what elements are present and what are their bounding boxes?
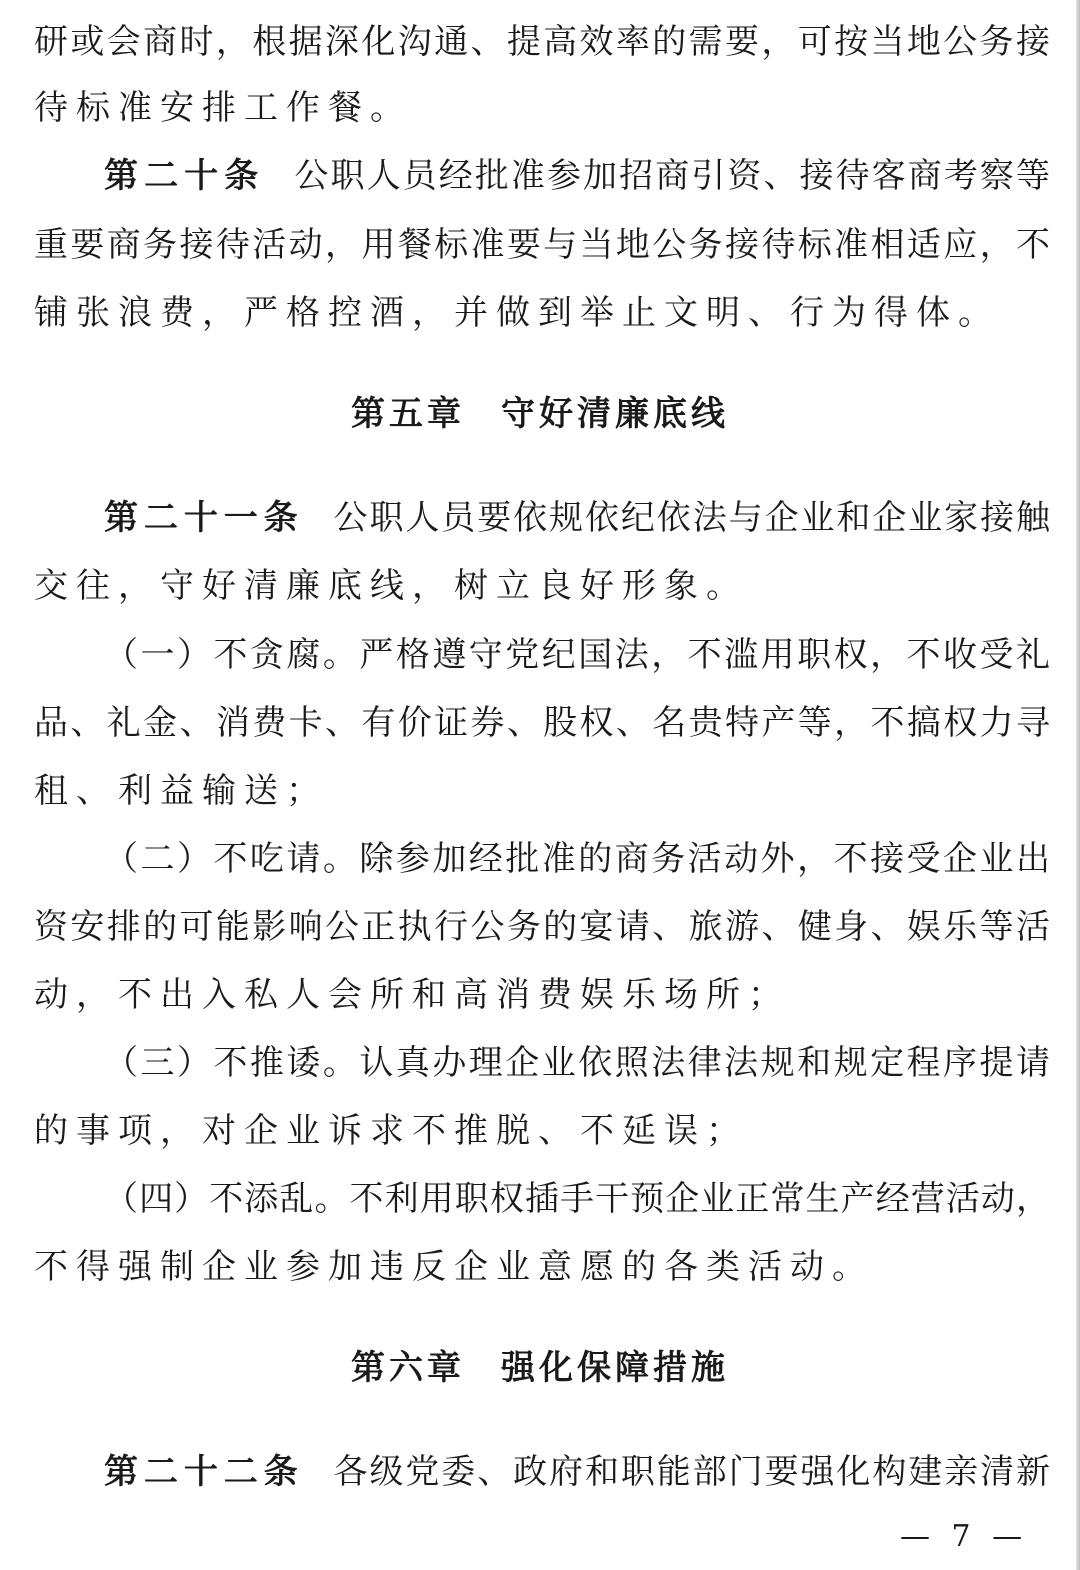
item-2-line-2: 资安排的可能影响公正执行公务的宴请、旅游、健身、娱乐等活 — [34, 907, 1050, 947]
chapter-6-number: 第六章 — [351, 1348, 465, 1388]
article-20-first-line — [34, 156, 1051, 196]
item-4-line-2: 不得强制企业参加违反企业意愿的各类活动。 — [34, 1247, 874, 1287]
chapter-6-title: 强化保障措施 — [501, 1348, 729, 1388]
article-22-title: 第二十二条 — [104, 1452, 304, 1492]
chapter-5-title: 守好清廉底线 — [501, 394, 729, 434]
article-21-text-1: 公职人员要依规依纪依法与企业和企业家接触 — [331, 498, 1051, 538]
article-20-title: 第二十条 — [104, 156, 265, 196]
item-1-line-1: （一）不贪腐。严格遵守党纪国法，不滥用职权，不收受礼 — [104, 635, 1050, 675]
item-2-line-3: 动，不出入私人会所和高消费娱乐场所； — [34, 975, 790, 1015]
article-21-text-2: 交往，守好清廉底线，树立良好形象。 — [34, 566, 748, 606]
article-21-title: 第二十一条 — [104, 498, 304, 538]
item-3-line-1: （三）不推诿。认真办理企业依照法律法规和规定程序提请 — [104, 1043, 1050, 1083]
chapter-5-number: 第五章 — [351, 394, 465, 434]
article-21-first-line — [34, 498, 1051, 538]
page-number: — 7 — — [900, 1519, 1029, 1554]
item-1-line-3: 租、利益输送； — [34, 771, 328, 811]
item-1-line-2: 品、礼金、消费卡、有价证券、股权、名贵特产等，不搞权力寻 — [34, 703, 1050, 743]
page-edge-shadow — [1076, 0, 1080, 1570]
article-22-text-1: 各级党委、政府和职能部门要强化构建亲清新 — [331, 1452, 1051, 1492]
chapter-5-heading — [0, 394, 1080, 434]
article-20-text-1: 公职人员经批准参加招商引资、接待客商考察等 — [292, 156, 1051, 196]
article-22-first-line — [34, 1452, 1051, 1492]
item-4-line-1: （四）不添乱。不利用职权插手干预企业正常生产经营活动， — [104, 1179, 1050, 1219]
article-20-text-2: 重要商务接待活动，用餐标准要与当地公务接待标准相适应，不 — [34, 225, 1050, 265]
item-2-line-1: （二）不吃请。除参加经批准的商务活动外，不接受企业出 — [104, 839, 1050, 879]
article-20-text-3: 铺张浪费，严格控酒，并做到举止文明、行为得体。 — [34, 293, 1000, 333]
item-3-line-2: 的事项，对企业诉求不推脱、不延误； — [34, 1111, 748, 1151]
chapter-6-heading — [0, 1348, 1080, 1388]
continuation-line-2: 待标准安排工作餐。 — [34, 88, 412, 128]
continuation-line-1: 研或会商时，根据深化沟通、提高效率的需要，可按当地公务接 — [34, 22, 1050, 62]
